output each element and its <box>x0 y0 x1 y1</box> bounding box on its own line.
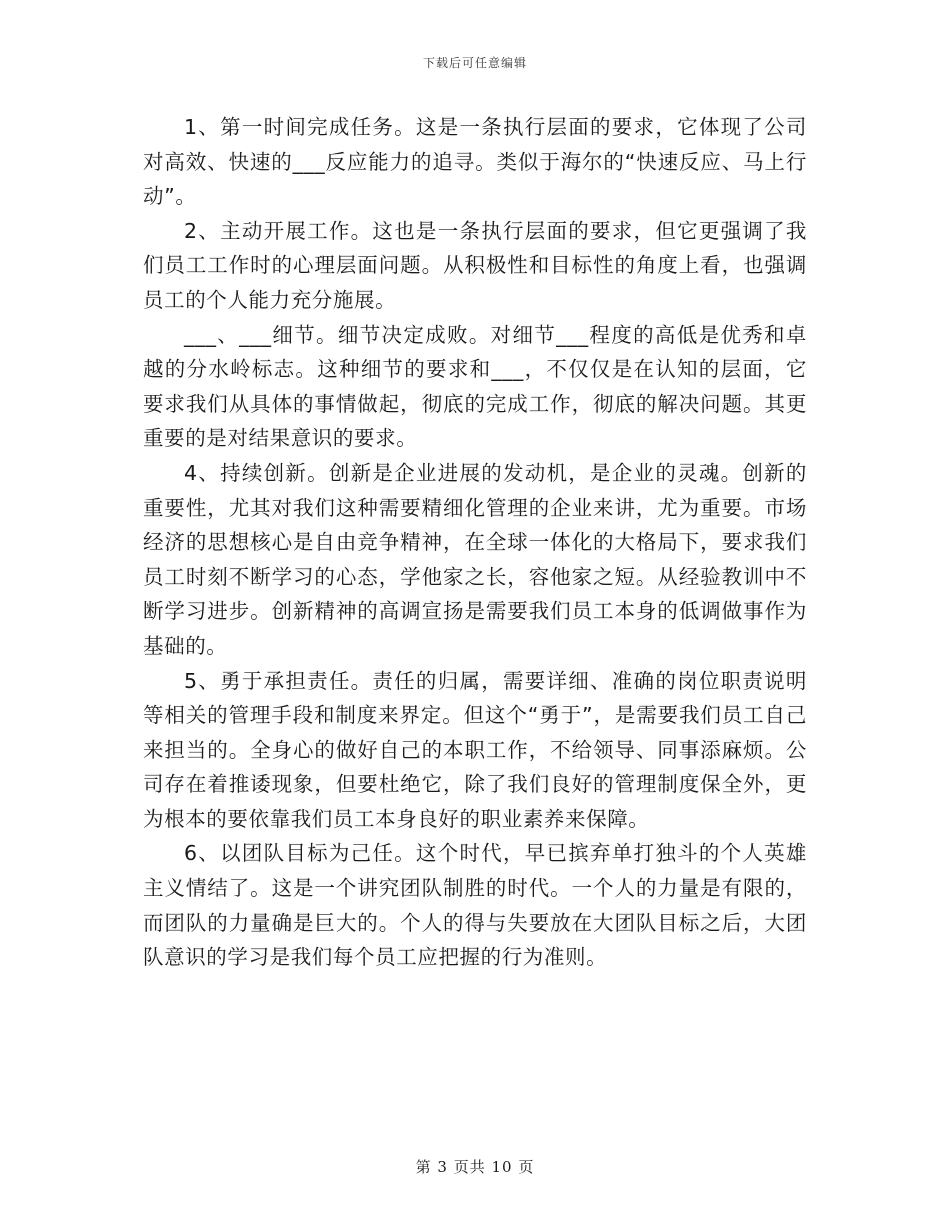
paragraph-2: 2、主动开展工作。这也是一条执行层面的要求，但它更强调了我们员工工作时的心理层面问题。从积极性和目标性的角度上看，也强调员工的个人能力充分施展。 <box>143 218 807 312</box>
paragraph-3: ___、___细节。细节决定成败。对细节___程度的高低是优秀和卓越的分水岭标志。这种细节的要求和___，不仅仅是在认知的层面，它要求我们从具体的事情做起，彻底的完成工作，彻底的解决问题。其更重要的是对结果意识的要求。 <box>143 322 807 451</box>
paragraph-1: 1、第一时间完成任务。这是一条执行层面的要求，它体现了公司对高效、快速的___反应能力的追寻。类似于海尔的“快速反应、马上行动”。 <box>143 115 807 209</box>
page-header: 下载后可任意编辑 <box>422 56 527 70</box>
paragraph-5: 5、勇于承担责任。责任的归属，需要详细、准确的岗位职责说明等相关的管理手段和制度来界定。但这个“勇于”，是需要我们员工自己来担当的。全身心的做好自己的本职工作，不给领导、同事添麻烦。公司存在着推诿现象，但要杜绝它，除了我们良好的管理制度保全外，更为根本的要依靠我们员工本身良好的职业素养来保障。 <box>143 668 807 831</box>
paragraph-6: 6、以团队目标为己任。这个时代，早已摈弃单打独斗的个人英雄主义情结了。这是一个讲究团队制胜的时代。一个人的力量是有限的，而团队的力量确是巨大的。个人的得与失要放在大团队目标之后，大团队意识的学习是我们每个员工应把握的行为准则。 <box>143 841 807 970</box>
paragraph-4: 4、持续创新。创新是企业进展的发动机，是企业的灵魂。创新的重要性，尤其对我们这种需要精细化管理的企业来讲，尤为重要。市场经济的思想核心是自由竞争精神，在全球一体化的大格局下，要求我们员工时刻不断学习的心态，学他家之长，容他家之短。从经验教训中不断学习进步。创新精神的高调宣扬是需要我们员工本身的低调做事作为基础的。 <box>143 460 807 658</box>
document-body <box>143 110 807 975</box>
page-footer: 第 3 页共 10 页 <box>415 1158 535 1176</box>
